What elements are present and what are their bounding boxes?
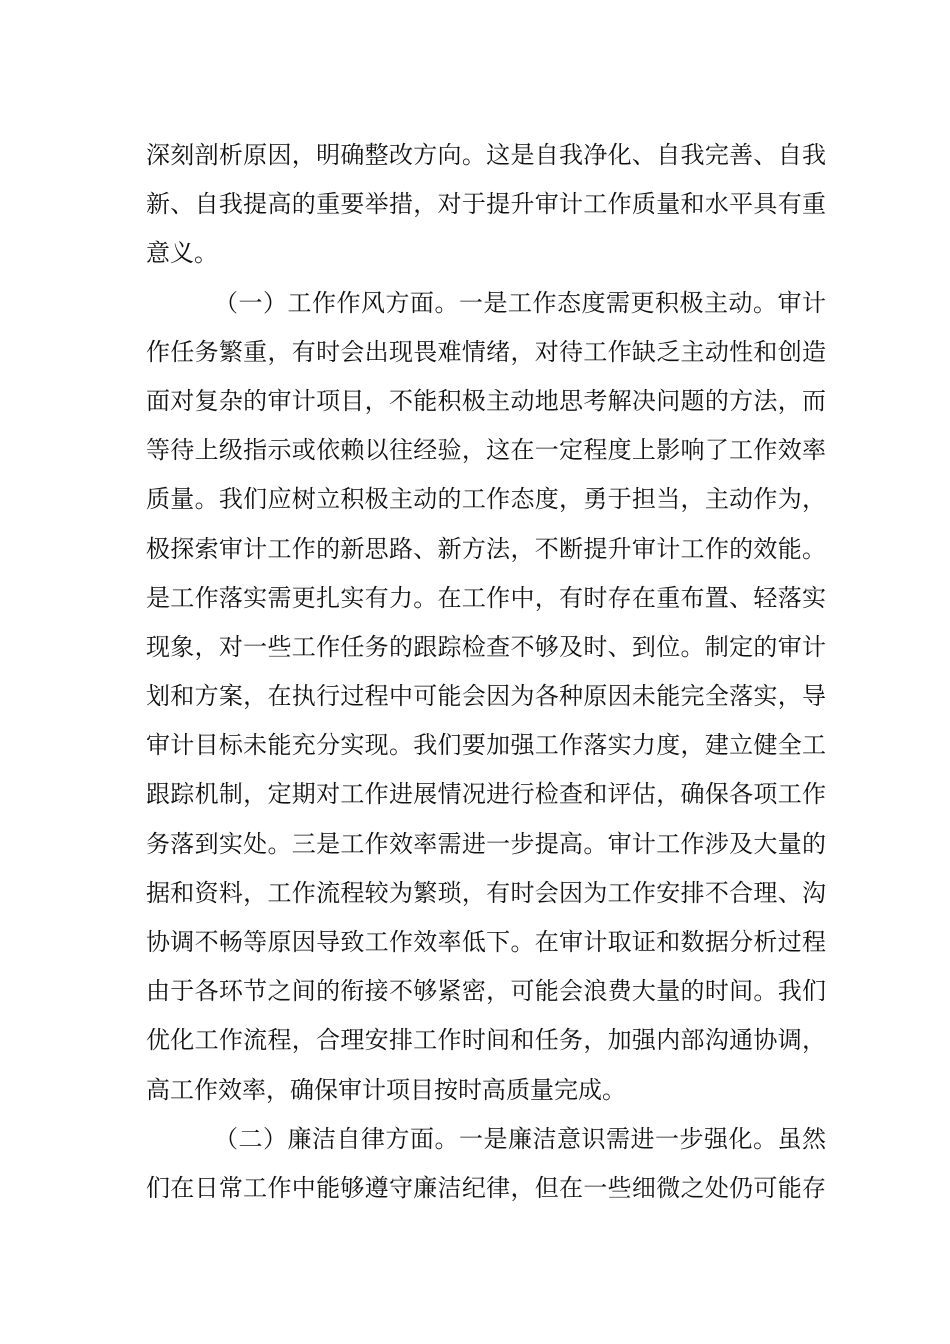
text-line: 划和方案，在执行过程中可能会因为各种原因未能完全落实，导 xyxy=(146,682,826,711)
text-line: 审计目标未能充分实现。我们要加强工作落实力度，建立健全工 xyxy=(146,731,826,760)
text-line: 据和资料，工作流程较为繁琐，有时会因为工作安排不合理、沟 xyxy=(146,878,826,907)
text-line: （一）工作作风方面。一是工作态度需更积极主动。审计 xyxy=(214,288,826,317)
text-line: 是工作落实需更扎实有力。在工作中，有时存在重布置、轻落实 xyxy=(146,583,826,612)
text-line: （二）廉洁自律方面。一是廉洁意识需进一步强化。虽然 xyxy=(214,1124,826,1153)
paragraph-intro xyxy=(146,131,826,279)
text-line: 现象，对一些工作任务的跟踪检查不够及时、到位。制定的审计 xyxy=(146,632,826,661)
text-line: 新、自我提高的重要举措，对于提升审计工作质量和水平具有重 xyxy=(146,190,826,219)
paragraph-work-style xyxy=(146,279,826,1115)
text-line: 极探索审计工作的新思路、新方法，不断提升审计工作的效能。 xyxy=(146,534,826,563)
text-line: 作任务繁重，有时会出现畏难情绪，对待工作缺乏主动性和创造 xyxy=(146,337,826,366)
document-body xyxy=(146,131,826,1213)
text-line: 由于各环节之间的衔接不够紧密，可能会浪费大量的时间。我们 xyxy=(146,977,826,1006)
text-line: 们在日常工作中能够遵守廉洁纪律，但在一些细微之处仍可能存 xyxy=(146,1173,826,1202)
text-line: 跟踪机制，定期对工作进展情况进行检查和评估，确保各项工作 xyxy=(146,780,826,809)
text-line: 高工作效率，确保审计项目按时高质量完成。 xyxy=(146,1075,626,1104)
text-line: 质量。我们应树立积极主动的工作态度，勇于担当，主动作为， xyxy=(146,485,826,514)
text-line: 等待上级指示或依赖以往经验，这在一定程度上影响了工作效率 xyxy=(146,436,826,465)
text-line: 面对复杂的审计项目，不能积极主动地思考解决问题的方法，而 xyxy=(146,386,826,415)
text-line: 意义。 xyxy=(146,239,218,268)
paragraph-integrity xyxy=(146,1115,826,1213)
text-line: 协调不畅等原因导致工作效率低下。在审计取证和数据分析过程 xyxy=(146,928,826,956)
text-line: 深刻剖析原因，明确整改方向。这是自我净化、自我完善、自我 xyxy=(146,141,826,169)
text-line: 优化工作流程，合理安排工作时间和任务，加强内部沟通协调， xyxy=(146,1026,826,1055)
text-line: 务落到实处。三是工作效率需进一步提高。审计工作涉及大量的 xyxy=(146,829,826,858)
